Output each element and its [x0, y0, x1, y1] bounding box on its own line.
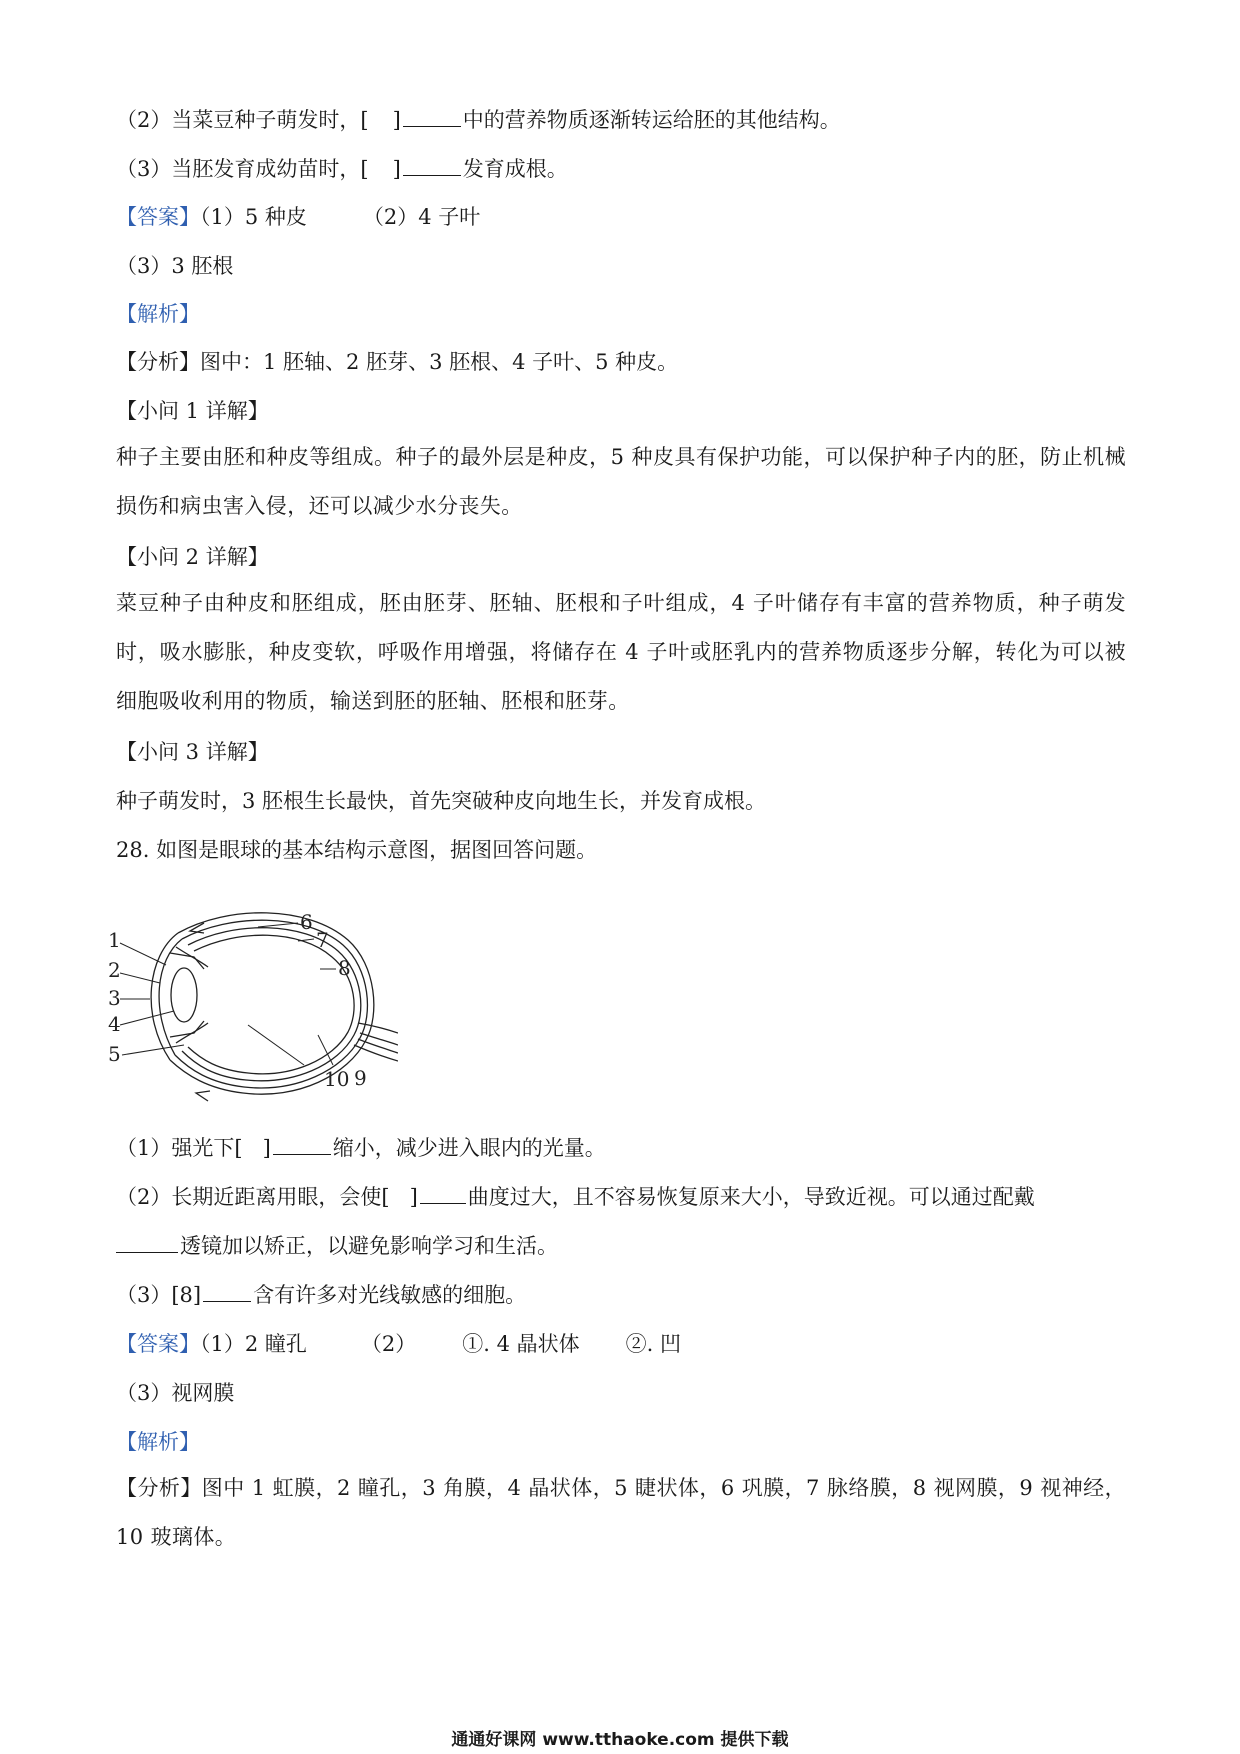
optic-nerve-bottom: [354, 1045, 398, 1061]
q28-title: 28. 如图是眼球的基本结构示意图，据图回答问题。: [116, 838, 598, 862]
q27-analysis: 【分析】图中：1 胚轴、2 胚芽、3 胚根、4 子叶、5 种皮。: [116, 350, 679, 374]
arrow-bottom: [196, 1091, 210, 1101]
label-10: 10: [324, 1067, 350, 1091]
q28-answer-part2b: ②. 凹: [625, 1332, 682, 1356]
q27-detail2-title: 【小问 2 详解】: [116, 545, 269, 569]
cornea-line: [151, 933, 178, 1060]
q27-sub2: [116, 106, 841, 134]
q27-sub2-bracket: ]: [392, 108, 401, 132]
q27-answer-part1: （1）5 种皮: [200, 205, 307, 229]
q27-analysis-label: 【解析】: [116, 302, 200, 326]
label-4: 4: [108, 1012, 121, 1036]
q27-sub3-prefix: （3）当胚发育成幼苗时，[: [116, 157, 369, 181]
q28-sub2-bracket: ]: [409, 1185, 418, 1209]
q28-sub1-blank: [273, 1134, 331, 1155]
label-5: 5: [108, 1042, 121, 1066]
q28-sub1-prefix: （1）强光下[: [116, 1136, 243, 1160]
label-7: 7: [316, 928, 329, 952]
q28-sub1: [116, 1134, 606, 1162]
q28-sub2-suffix: 曲度过大，且不容易恢复原来大小，导致近视。可以通过配戴: [467, 1185, 1035, 1209]
label-1: 1: [108, 928, 121, 952]
q27-detail3-text: 种子萌发时，3 胚根生长最快，首先突破种皮向地生长，并发育成根。: [116, 789, 767, 813]
q28-answer-part1: （1）2 瞳孔: [200, 1332, 307, 1356]
q27-sub3-bracket: ]: [392, 157, 401, 181]
q28-sub3-blank: [203, 1281, 251, 1302]
ciliary-lower: [176, 1023, 208, 1043]
label-3: 3: [108, 986, 121, 1010]
leader-lines: [120, 923, 336, 1065]
q27-sub2-blank: [403, 106, 461, 127]
q28-sub2-line2: [116, 1232, 558, 1260]
q27-sub2-prefix: （2）当菜豆种子萌发时，[: [116, 108, 369, 132]
label-2: 2: [108, 958, 121, 982]
q27-detail2-text: 菜豆种子由种皮和胚组成，胚由胚芽、胚轴、胚根和子叶组成，4 子叶储存有丰富的营养物质，种子萌发时，吸水膨胀，种皮变软，呼吸作用增强，将储存在 4 子叶或胚乳内的营养物质逐步分解，转化为可以被细胞吸收利用的物质，输送到胚的胚轴、胚根和胚芽。: [116, 591, 1126, 713]
q28-sub3-suffix: 含有许多对光线敏感的细胞。: [253, 1283, 527, 1307]
q28-answer-label: 【答案】: [116, 1332, 200, 1356]
sclera-inner: [175, 920, 367, 1088]
label-8: 8: [338, 956, 351, 980]
q27-sub3: [116, 155, 568, 183]
q27-detail3-title: 【小问 3 详解】: [116, 740, 269, 764]
retina-line: [188, 935, 354, 1074]
q28-sub1-bracket: ]: [262, 1136, 271, 1160]
q28-sub2-blank: [420, 1183, 466, 1204]
q28-answer-part3: （3）视网膜: [116, 1381, 235, 1405]
q27-sub3-blank: [403, 155, 461, 176]
q27-sub2-suffix: 中的营养物质逐渐转运给胚的其他结构。: [462, 108, 841, 132]
q27-answer: [116, 203, 480, 231]
q28-answer-part2: （2）: [360, 1332, 417, 1356]
q27-detail1-text: 种子主要由胚和种皮等组成。种子的最外层是种皮，5 种皮具有保护功能，可以保护种子内的胚，防止机械损伤和病虫害入侵，还可以减少水分丧失。: [116, 445, 1126, 518]
q28-analysis: 【分析】图中 1 虹膜，2 瞳孔，3 角膜，4 晶状体，5 睫状体，6 巩膜，7 脉络膜，8 视网膜，9 视神经，10 玻璃体。: [116, 1476, 1126, 1549]
page-footer: 通通好课网 www.tthaoke.com 提供下载: [451, 1730, 789, 1750]
q27-answer-part3: （3）3 胚根: [116, 254, 234, 278]
q28-sub2-line2-suffix: 透镜加以矫正，以避免影响学习和生活。: [180, 1234, 558, 1258]
q28-sub3-prefix: （3）[8]: [116, 1283, 202, 1307]
choroid-line: [182, 928, 361, 1081]
optic-nerve-mid1: [360, 1033, 398, 1045]
q28-sub1-suffix: 缩小，减少进入眼内的光量。: [332, 1136, 606, 1160]
q28-sub2: [116, 1183, 1035, 1211]
q28-sub3: [116, 1281, 526, 1309]
q28-analysis-label: 【解析】: [116, 1430, 200, 1454]
ciliary-upper: [176, 947, 208, 967]
q27-detail1-title: 【小问 1 详解】: [116, 399, 269, 423]
q28-sub2-prefix: （2）长期近距离用眼，会使[: [116, 1185, 390, 1209]
eye-diagram: [108, 895, 398, 1115]
q28-sub2-blank2: [116, 1232, 178, 1253]
label-6: 6: [300, 910, 313, 934]
q27-sub3-suffix: 发育成根。: [462, 157, 568, 181]
q28-answer: [116, 1330, 681, 1358]
lens-shape: [171, 968, 197, 1022]
q27-answer-label: 【答案】: [116, 205, 200, 229]
label-9: 9: [354, 1066, 367, 1090]
q27-answer-part2: （2）4 子叶: [362, 205, 481, 229]
q28-answer-part2a: ①. 4 晶状体: [462, 1332, 580, 1356]
optic-nerve-mid2: [358, 1039, 398, 1053]
